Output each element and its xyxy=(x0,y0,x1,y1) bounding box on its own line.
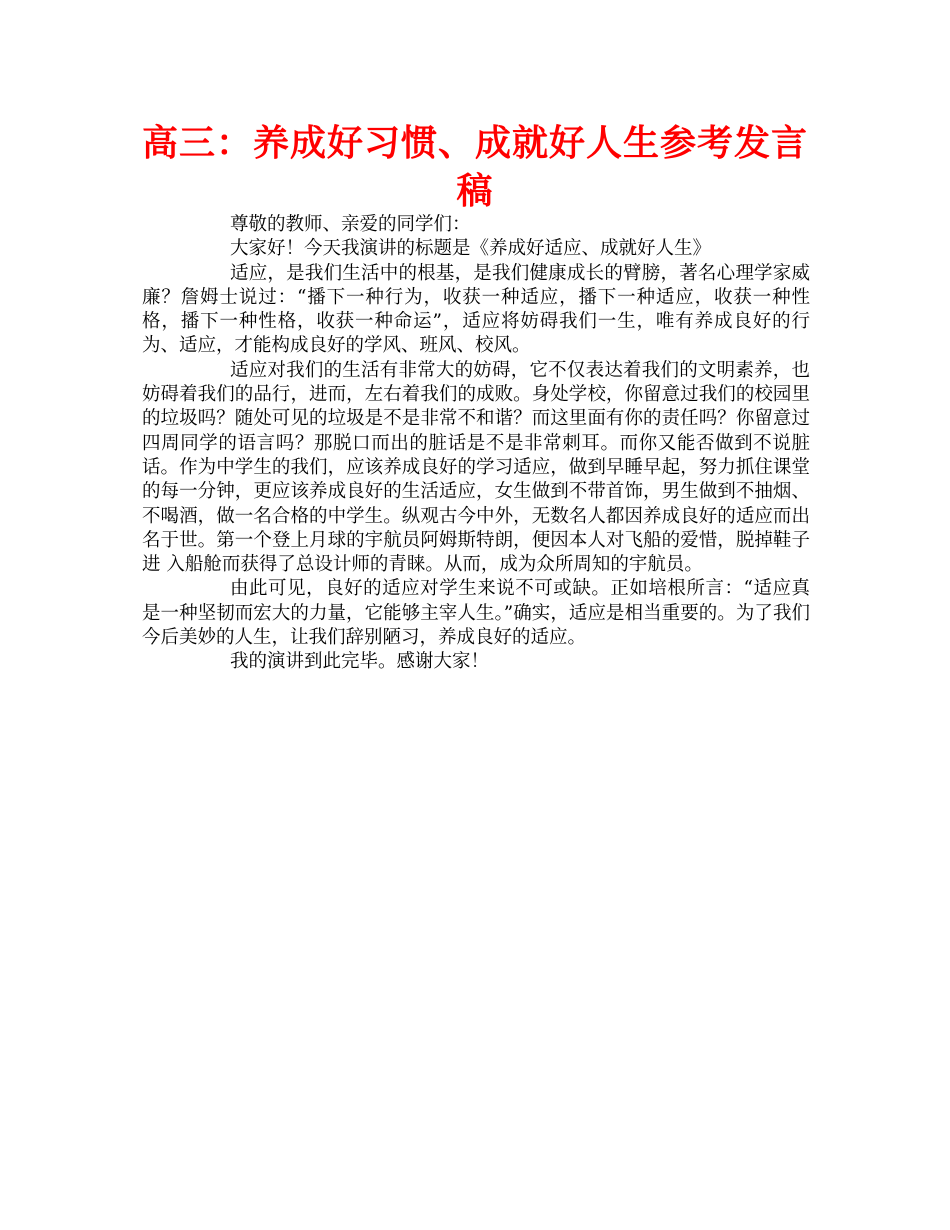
body-paragraph: 适应，是我们生活中的根基，是我们健康成长的臂膀，著名心理学家威廉？詹姆士说过：“播下一种行为，收获一种适应，播下一种适应，收获一种性格，播下一种性格，收获一种命运”，适应将妨碍我们一生，唯有养成良好的行为、适应，才能构成良好的学风、班风、校风。 xyxy=(142,262,810,357)
body-paragraph: 由此可见，良好的适应对学生来说不可或缺。正如培根所言：“适应真是一种坚韧而宏大的力量，它能够主宰人生。”确实，适应是相当重要的。为了我们今后美妙的人生，让我们辞别陋习，养成良好的适应。 xyxy=(142,578,810,649)
document-title: 高三：养成好习惯、成就好人生参考发言稿 xyxy=(141,123,808,212)
salutation-paragraph: 尊敬的教师、亲爱的同学们： xyxy=(230,214,471,235)
document-body xyxy=(142,213,810,675)
closing-paragraph: 我的演讲到此完毕。感谢大家！ xyxy=(230,651,490,673)
greeting-paragraph: 大家好！今天我演讲的标题是《养成好适应、成就好人生》 xyxy=(230,238,712,260)
body-paragraph: 适应对我们的生活有非常大的妨碍，它不仅表达着我们的文明素养，也妨碍着我们的品行，进而，左右着我们的成败。身处学校，你留意过我们的校园里的垃圾吗？随处可见的垃圾是不是非常不和谐？而这里面有你的责任吗？你留意过四周同学的语言吗？那脱口而出的脏话是不是非常刺耳。而你又能否做到不说脏话。作为中学生的我们，应该养成良好的学习适应，做到早睡早起，努力抓住课堂的每一分钟，更应该养成良好的生活适应，女生做到不带首饰，男生做到不抽烟、不喝酒，做一名合格的中学生。纵观古今中外，无数名人都因养成良好的适应而出名于世。第一个登上月球的宇航员阿姆斯特朗，便因本人对飞船的爱惜，脱掉鞋子进 入船舱而获得了总设计师的青睐。从而，成为众所周知的宇航员。 xyxy=(142,359,810,576)
